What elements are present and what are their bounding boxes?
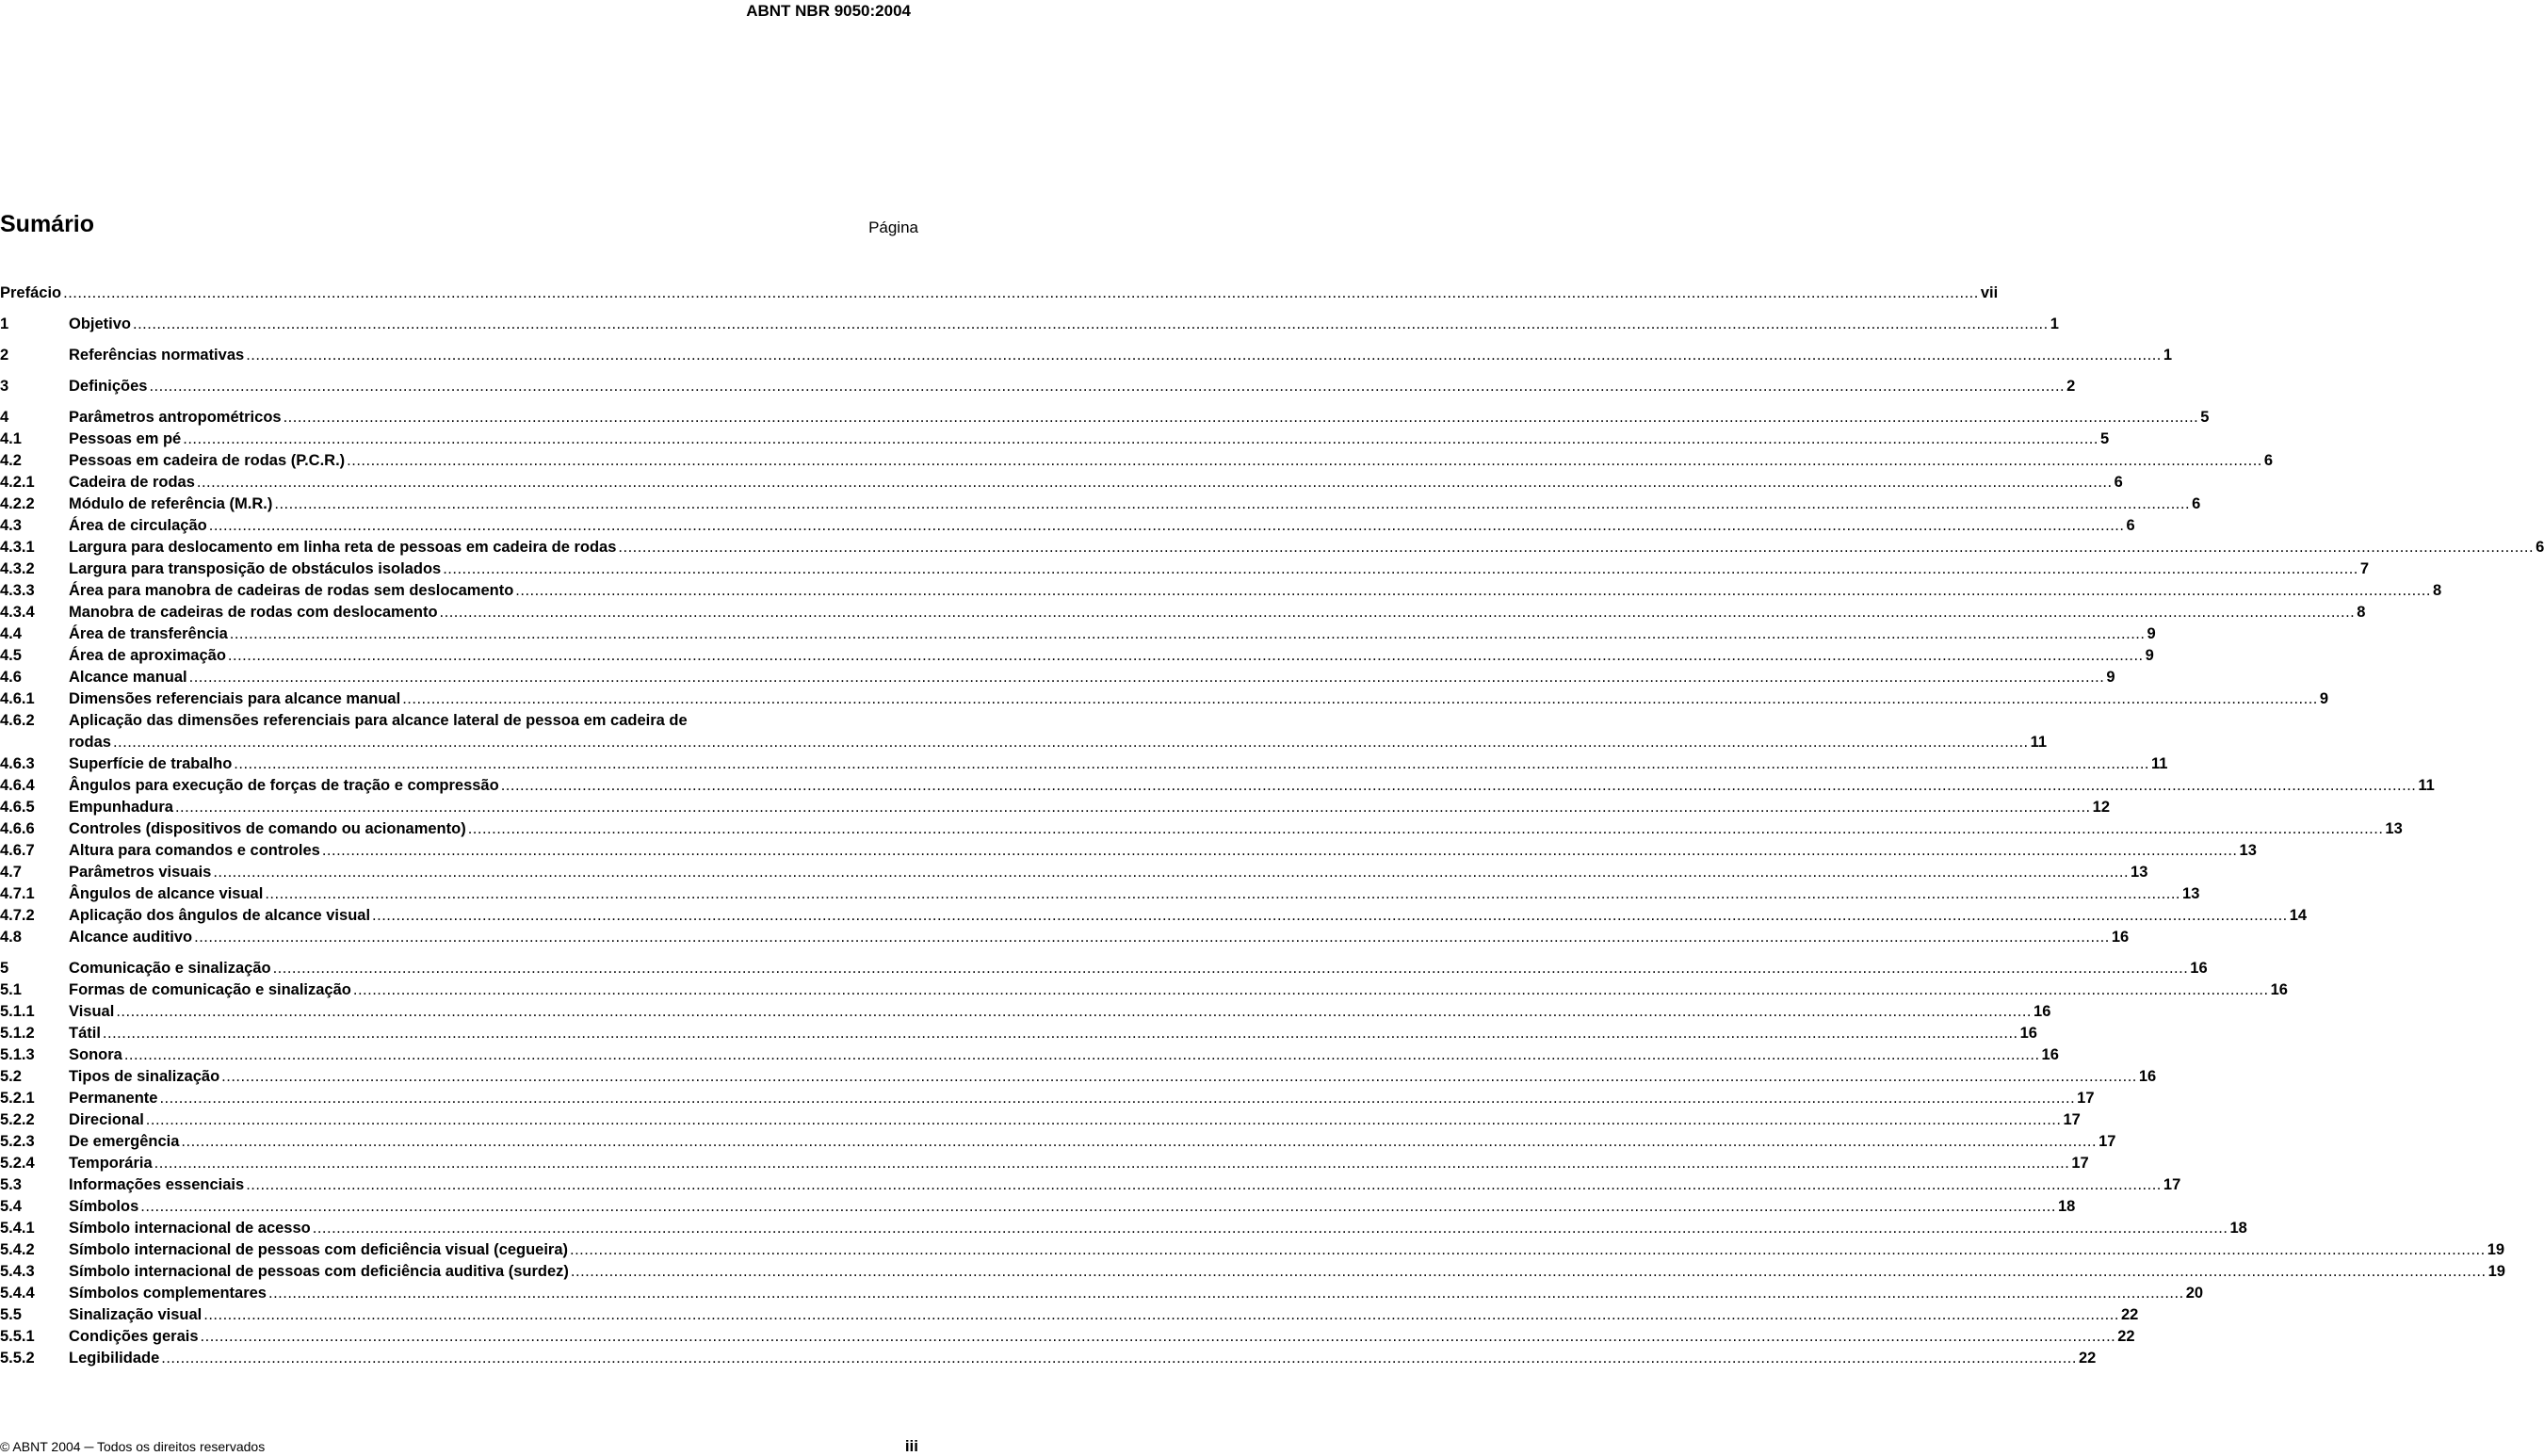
toc-entry-page: 22	[2078, 1350, 2097, 1367]
toc-entry	[0, 376, 2076, 397]
toc-entry-title: Pessoas em cadeira de rodas (P.C.R.)	[69, 452, 346, 469]
toc-entry-number: 4.6.2	[0, 712, 35, 729]
dot-leader: ................................................................................................................................................................................................................................................................................................................................................................................................................	[188, 669, 2105, 686]
dot-leader: ................................................................................................................................................................................................................................................................................................................................................................................................................	[229, 625, 2146, 642]
toc-entry-number: 4.6.1	[0, 690, 35, 707]
toc-entry-title: Informações essenciais	[69, 1176, 245, 1193]
dot-leader: ................................................................................................................................................................................................................................................................................................................................................................................................................	[570, 1241, 2486, 1258]
toc-entry	[0, 623, 2156, 645]
toc-entry-continuation	[0, 732, 2048, 753]
dot-leader: ................................................................................................................................................................................................................................................................................................................................................................................................................	[161, 1350, 2077, 1367]
toc-entry-number: 4.6.6	[0, 820, 35, 837]
toc-entry	[0, 1348, 2097, 1369]
toc-entry-title: Largura para transposição de obstáculos isolados	[69, 560, 442, 577]
toc-entry	[0, 753, 2168, 775]
toc-entry	[0, 1196, 2076, 1218]
dot-leader: ................................................................................................................................................................................................................................................................................................................................................................................................................	[439, 604, 2356, 621]
toc-entry-page: 6	[2114, 474, 2123, 491]
dot-leader: ................................................................................................................................................................................................................................................................................................................................................................................................................	[227, 647, 2144, 664]
toc-entry-page: 19	[2487, 1263, 2505, 1280]
toc-entry	[0, 1218, 2247, 1239]
toc-entry-page: 13	[2131, 864, 2148, 881]
dot-leader: ................................................................................................................................................................................................................................................................................................................................................................................................................	[196, 474, 2113, 491]
toc-entry-page: 22	[2117, 1328, 2135, 1345]
dot-leader: ................................................................................................................................................................................................................................................................................................................................................................................................................	[221, 1068, 2137, 1085]
toc-entry-title: Símbolo internacional de pessoas com deficiência visual (cegueira)	[69, 1241, 569, 1258]
toc-entry-title: Dimensões referenciais para alcance manual	[69, 690, 401, 707]
toc-entry-number: 5.4	[0, 1198, 22, 1215]
dot-leader: ................................................................................................................................................................................................................................................................................................................................................................................................................	[246, 347, 2162, 364]
toc-entry-page: 17	[2098, 1133, 2116, 1150]
toc-entry-page: 13	[2239, 842, 2257, 859]
toc-entry	[0, 1066, 2157, 1088]
toc-entry-number: 4.6.3	[0, 755, 35, 772]
toc-entry-number: 1	[0, 315, 9, 332]
toc-entry-page: 12	[2092, 799, 2110, 816]
toc-entry	[0, 493, 2201, 515]
toc-entry	[0, 818, 2403, 840]
table-of-contents	[0, 283, 2544, 1369]
toc-entry-number: 4.6	[0, 669, 22, 686]
toc-entry-number: 5.2	[0, 1068, 22, 1085]
toc-entry-title: Área para manobra de cadeiras de rodas sem deslocamento	[69, 582, 514, 599]
dot-leader: ................................................................................................................................................................................................................................................................................................................................................................................................................	[145, 1111, 2062, 1128]
dot-leader: ................................................................................................................................................................................................................................................................................................................................................................................................................	[515, 582, 2431, 599]
dot-leader: ................................................................................................................................................................................................................................................................................................................................................................................................................	[194, 929, 2110, 946]
toc-entry-title: Área de transferência	[69, 625, 228, 642]
toc-entry-page: 9	[2145, 647, 2154, 664]
toc-entry-title: Sonora	[69, 1046, 122, 1063]
toc-entry-number: 4.3.1	[0, 539, 35, 556]
toc-entry-title: Área de circulação	[69, 517, 207, 534]
toc-entry-number: 4.7.1	[0, 885, 35, 902]
toc-entry	[0, 283, 1999, 304]
toc-entry	[0, 314, 2059, 335]
toc-entry-title: Alcance manual	[69, 669, 187, 686]
toc-entry-number: 5.5	[0, 1306, 22, 1323]
dot-leader: ................................................................................................................................................................................................................................................................................................................................................................................................................	[149, 378, 2066, 395]
toc-entry-page: 20	[2185, 1285, 2204, 1302]
dot-leader: ................................................................................................................................................................................................................................................................................................................................................................................................................	[246, 1176, 2162, 1193]
toc-entry-page: 6	[2126, 517, 2135, 534]
toc-entry-title: Símbolo internacional de pessoas com deficiência auditiva (surdez)	[69, 1263, 569, 1280]
toc-entry-number: 4.6.5	[0, 799, 35, 816]
document-header: ABNT NBR 9050:2004	[746, 2, 911, 20]
toc-entry-page: 17	[2163, 1176, 2181, 1193]
toc-entry-title: Permanente	[69, 1090, 158, 1107]
toc-entry-page: 8	[2357, 604, 2366, 621]
dot-leader: ................................................................................................................................................................................................................................................................................................................................................................................................................	[274, 495, 2191, 512]
toc-entry-page: 16	[2041, 1046, 2059, 1063]
toc-entry-page: 18	[2057, 1198, 2076, 1215]
toc-entry-number: 5.5.2	[0, 1350, 35, 1367]
toc-entry	[0, 1044, 2059, 1066]
dot-leader: ................................................................................................................................................................................................................................................................................................................................................................................................................	[63, 284, 1979, 301]
toc-entry-title: Aplicação dos ângulos de alcance visual	[69, 907, 371, 924]
toc-entry-page: 1	[2163, 347, 2173, 364]
toc-entry	[0, 1326, 2135, 1348]
toc-entry	[0, 840, 2257, 862]
toc-entry	[0, 667, 2115, 688]
dot-leader: ................................................................................................................................................................................................................................................................................................................................................................................................................	[234, 755, 2149, 772]
toc-entry-number: 5.1.1	[0, 1003, 35, 1020]
toc-entry	[0, 797, 2110, 818]
dot-leader: ................................................................................................................................................................................................................................................................................................................................................................................................................	[112, 734, 2029, 751]
toc-entry	[0, 1283, 2204, 1304]
toc-entry-title: Módulo de referência (M.R.)	[69, 495, 273, 512]
toc-entry	[0, 1088, 2095, 1109]
toc-entry-title: Alcance auditivo	[69, 929, 193, 946]
dot-leader: ................................................................................................................................................................................................................................................................................................................................................................................................................	[159, 1090, 2076, 1107]
toc-entry-number: 5.1.3	[0, 1046, 35, 1063]
toc-entry-page: 11	[2030, 734, 2048, 751]
dot-leader: ................................................................................................................................................................................................................................................................................................................................................................................................................	[203, 1306, 2119, 1323]
toc-entry-page: 11	[2418, 777, 2435, 794]
toc-entry-number: 5.2.2	[0, 1111, 35, 1128]
dot-leader: ................................................................................................................................................................................................................................................................................................................................................................................................................	[140, 1198, 2056, 1215]
toc-entry	[0, 688, 2329, 710]
toc-entry-page: 18	[2229, 1220, 2247, 1237]
toc-entry-page: 16	[2111, 929, 2130, 946]
toc-entry	[0, 602, 2366, 623]
dot-leader: ................................................................................................................................................................................................................................................................................................................................................................................................................	[372, 907, 2288, 924]
toc-entry-title: Comunicação e sinalização	[69, 960, 271, 977]
toc-entry	[0, 558, 2370, 580]
toc-entry-number: 5.1.2	[0, 1025, 35, 1042]
toc-entry-number: 4.2	[0, 452, 22, 469]
toc-entry-page: 2	[2066, 378, 2076, 395]
toc-entry-title: Direcional	[69, 1111, 144, 1128]
dot-leader: ................................................................................................................................................................................................................................................................................................................................................................................................................	[402, 690, 2318, 707]
toc-entry-title: Tipos de sinalização	[69, 1068, 220, 1085]
toc-entry-number: 5.5.1	[0, 1328, 35, 1345]
dot-leader: ................................................................................................................................................................................................................................................................................................................................................................................................................	[267, 1285, 2184, 1302]
toc-entry-page: 8	[2432, 582, 2442, 599]
toc-entry-number: 4.5	[0, 647, 22, 664]
toc-entry-title: Símbolo internacional de acesso	[69, 1220, 311, 1237]
toc-entry-title: Parâmetros visuais	[69, 864, 212, 881]
dot-leader: ................................................................................................................................................................................................................................................................................................................................................................................................................	[321, 842, 2238, 859]
toc-entry-number: 4.3	[0, 517, 22, 534]
dot-leader: ................................................................................................................................................................................................................................................................................................................................................................................................................	[102, 1025, 2018, 1042]
toc-entry	[0, 775, 2435, 797]
toc-entry-number: 5	[0, 960, 9, 977]
toc-entry-page: 9	[2147, 625, 2156, 642]
toc-entry-page: 19	[2487, 1241, 2505, 1258]
toc-entry-page: 9	[2106, 669, 2115, 686]
dot-leader: ................................................................................................................................................................................................................................................................................................................................................................................................................	[272, 960, 2189, 977]
toc-entry-title: Temporária	[69, 1155, 153, 1172]
toc-entry-title: Tátil	[69, 1025, 101, 1042]
toc-entry-number: 4.1	[0, 430, 22, 447]
toc-entry-title-line: Aplicação das dimensões referenciais para alcance lateral de pessoa em cadeira de	[69, 712, 688, 729]
toc-entry	[0, 1304, 2139, 1326]
dot-leader: ................................................................................................................................................................................................................................................................................................................................................................................................................	[200, 1328, 2116, 1345]
toc-entry	[0, 1131, 2116, 1153]
toc-entry	[0, 580, 2442, 602]
dot-leader: ................................................................................................................................................................................................................................................................................................................................................................................................................	[174, 799, 2091, 816]
dot-leader: ................................................................................................................................................................................................................................................................................................................................................................................................................	[570, 1263, 2487, 1280]
toc-entry-page: 13	[2182, 885, 2200, 902]
dot-leader: ................................................................................................................................................................................................................................................................................................................................................................................................................	[133, 315, 2049, 332]
toc-entry-title: Definições	[69, 378, 148, 395]
toc-entry-number: 5.4.3	[0, 1263, 35, 1280]
toc-entry-title: Legibilidade	[69, 1350, 160, 1367]
dot-leader: ................................................................................................................................................................................................................................................................................................................................................................................................................	[312, 1220, 2228, 1237]
toc-entry	[0, 927, 2130, 948]
toc-entry-number: 4	[0, 409, 9, 426]
dot-leader: ................................................................................................................................................................................................................................................................................................................................................................................................................	[265, 885, 2181, 902]
toc-entry-number: 4.4	[0, 625, 22, 642]
toc-entry-title: Cadeira de rodas	[69, 474, 195, 491]
toc-entry-title: Área de aproximação	[69, 647, 226, 664]
toc-entry-page: 5	[2099, 430, 2110, 447]
dot-leader: ................................................................................................................................................................................................................................................................................................................................................................................................................	[183, 430, 2098, 447]
dot-leader: ................................................................................................................................................................................................................................................................................................................................................................................................................	[123, 1046, 2040, 1063]
toc-entry-title: Pessoas em pé	[69, 430, 182, 447]
toc-entry-title: Condições gerais	[69, 1328, 199, 1345]
toc-entry	[0, 1239, 2505, 1261]
toc-entry-number: 4.6.4	[0, 777, 35, 794]
toc-entry	[0, 537, 2544, 558]
toc-entry	[0, 1109, 2081, 1131]
toc-entry-title: Controles (dispositivos de comando ou acionamento)	[69, 820, 466, 837]
toc-entry-title: Parâmetros antropométricos	[69, 409, 282, 426]
toc-entry-number: 5.3	[0, 1176, 22, 1193]
toc-entry-page: 11	[2151, 755, 2168, 772]
toc-entry	[0, 979, 2288, 1001]
toc-entry-title: Ângulos de alcance visual	[69, 885, 264, 902]
toc-entry-page: 6	[2192, 495, 2201, 512]
toc-entry-title: Sinalização visual	[69, 1306, 203, 1323]
toc-entry-number: 5.2.3	[0, 1133, 35, 1150]
toc-entry-number: 2	[0, 347, 9, 364]
toc-entry-page: 6	[2263, 452, 2274, 469]
toc-entry-title: Altura para comandos e controles	[69, 842, 320, 859]
toc-entry-number: 5.2.1	[0, 1090, 35, 1107]
toc-entry-number: 4.7	[0, 864, 22, 881]
toc-entry-title: Referências normativas	[69, 347, 245, 364]
toc-entry	[0, 905, 2308, 927]
toc-entry-title: rodas	[69, 734, 111, 751]
toc-entry-number: 4.7.2	[0, 907, 35, 924]
toc-entry-page: 7	[2359, 560, 2370, 577]
toc-entry-title: Prefácio	[0, 284, 62, 301]
toc-entry-title: Símbolos	[69, 1198, 139, 1215]
toc-entry-number: 5.4.2	[0, 1241, 35, 1258]
dot-leader: ................................................................................................................................................................................................................................................................................................................................................................................................................	[213, 864, 2130, 881]
toc-entry-page: 16	[2190, 960, 2208, 977]
toc-entry-page: 6	[2536, 539, 2544, 556]
toc-entry-number: 4.2.2	[0, 495, 35, 512]
dot-leader: ................................................................................................................................................................................................................................................................................................................................................................................................................	[181, 1133, 2098, 1150]
dot-leader: ................................................................................................................................................................................................................................................................................................................................................................................................................	[500, 777, 2417, 794]
toc-entry-page: vii	[1980, 284, 1999, 301]
toc-entry-page: 22	[2120, 1306, 2139, 1323]
toc-entry	[0, 472, 2123, 493]
toc-entry-page: 13	[2385, 820, 2403, 837]
toc-entry-number: 3	[0, 378, 9, 395]
toc-entry	[0, 958, 2208, 979]
toc-entry-page: 16	[2270, 981, 2288, 998]
toc-entry-number: 5.1	[0, 981, 22, 998]
toc-entry-title: Formas de comunicação e sinalização	[69, 981, 351, 998]
toc-entry-title: Empunhadura	[69, 799, 173, 816]
toc-entry-title: Visual	[69, 1003, 115, 1020]
toc-entry-page: 17	[2063, 1111, 2081, 1128]
toc-entry-page: 17	[2077, 1090, 2095, 1107]
toc-entry-number: 5.2.4	[0, 1155, 35, 1172]
dot-leader: ................................................................................................................................................................................................................................................................................................................................................................................................................	[283, 409, 2199, 426]
toc-entry-number: 4.3.4	[0, 604, 35, 621]
toc-entry-number: 4.6.7	[0, 842, 35, 859]
dot-leader: ................................................................................................................................................................................................................................................................................................................................................................................................................	[208, 517, 2125, 534]
dot-leader: ................................................................................................................................................................................................................................................................................................................................................................................................................	[347, 452, 2262, 469]
toc-entry	[0, 407, 2210, 429]
toc-entry	[0, 883, 2200, 905]
toc-entry	[0, 515, 2135, 537]
toc-entry	[0, 1023, 2037, 1044]
toc-entry-title: Ângulos para execução de forças de tração e compressão	[69, 777, 499, 794]
toc-entry-title: Superfície de trabalho	[69, 755, 233, 772]
toc-entry	[0, 450, 2274, 472]
dot-leader: ................................................................................................................................................................................................................................................................................................................................................................................................................	[443, 560, 2358, 577]
toc-entry-page: 14	[2289, 907, 2308, 924]
toc-entry-number: 4.8	[0, 929, 22, 946]
toc-entry	[0, 1261, 2505, 1283]
toc-entry-number: 4.3.2	[0, 560, 35, 577]
toc-entry	[0, 645, 2154, 667]
toc-entry-title: De emergência	[69, 1133, 180, 1150]
dot-leader: ................................................................................................................................................................................................................................................................................................................................................................................................................	[467, 820, 2384, 837]
toc-entry-title: Símbolos complementares	[69, 1285, 267, 1302]
toc-entry-number: 5.4.4	[0, 1285, 35, 1302]
page-number: iii	[904, 1437, 918, 1455]
toc-entry-title: Manobra de cadeiras de rodas com deslocamento	[69, 604, 438, 621]
toc-entry-page: 16	[2138, 1068, 2157, 1085]
page-title: Sumário	[0, 211, 95, 237]
toc-entry-page: 17	[2071, 1155, 2089, 1172]
toc-entry-page: 5	[2200, 409, 2210, 426]
toc-entry-number: 5.4.1	[0, 1220, 35, 1237]
toc-entry-page: 16	[2034, 1003, 2051, 1020]
toc-entry-page: 1	[2050, 315, 2059, 332]
toc-entry-number: 4.3.3	[0, 582, 35, 599]
toc-entry-title: Objetivo	[69, 315, 132, 332]
dot-leader: ................................................................................................................................................................................................................................................................................................................................................................................................................	[618, 539, 2535, 556]
toc-entry	[0, 1174, 2181, 1196]
dot-leader: ................................................................................................................................................................................................................................................................................................................................................................................................................	[352, 981, 2269, 998]
toc-entry-page: 9	[2319, 690, 2329, 707]
toc-entry-title: Largura para deslocamento em linha reta de pessoas em cadeira de rodas	[69, 539, 617, 556]
toc-entry	[0, 1153, 2089, 1174]
dot-leader: ................................................................................................................................................................................................................................................................................................................................................................................................................	[116, 1003, 2033, 1020]
page-column-label: Página	[868, 218, 918, 236]
toc-entry	[0, 862, 2148, 883]
toc-entry	[0, 429, 2110, 450]
copyright-footer: © ABNT 2004 ─ Todos os direitos reservados	[0, 1439, 266, 1454]
toc-entry	[0, 710, 917, 732]
dot-leader: ................................................................................................................................................................................................................................................................................................................................................................................................................	[154, 1155, 2070, 1172]
toc-entry-number: 4.2.1	[0, 474, 35, 491]
toc-entry-page: 16	[2019, 1025, 2037, 1042]
toc-entry	[0, 1001, 2051, 1023]
toc-entry	[0, 345, 2173, 366]
